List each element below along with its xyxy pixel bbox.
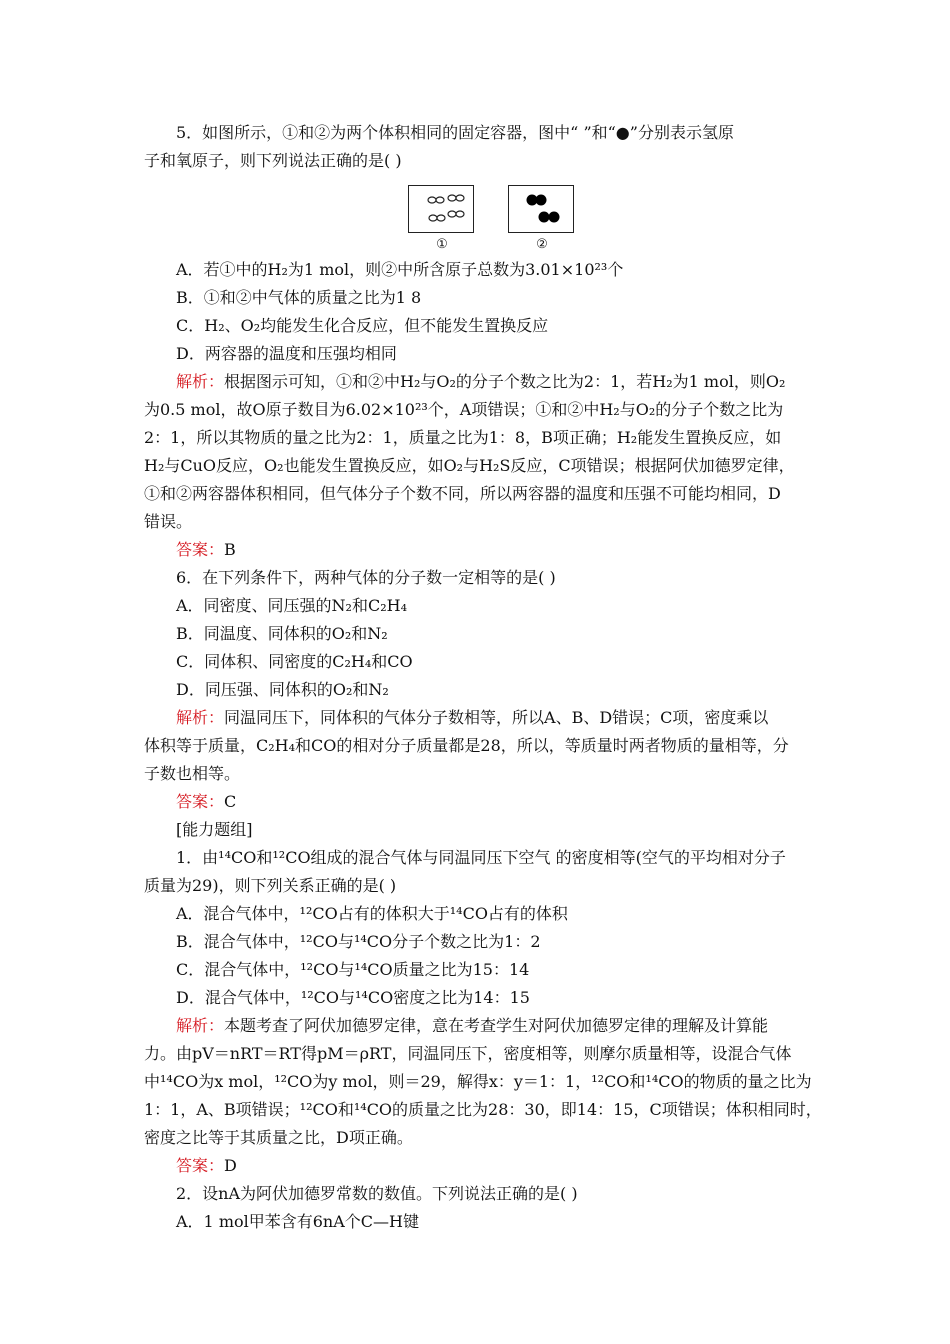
p1-option-a: A．混合气体中，¹²CO占有的体积大于¹⁴CO占有的体积	[176, 904, 568, 923]
p2-option-a: A．1 mol甲苯含有6nA个C—H键	[176, 1212, 419, 1231]
q6-option-c: C．同体积、同密度的C₂H₄和CO	[176, 652, 413, 671]
answer-tag: 答案：	[176, 1156, 225, 1175]
q5-option-a: A．若①中的H₂为1 mol，则②中所含原子总数为3.01×10²³个	[176, 260, 624, 279]
p1-analysis-line5: 密度之比等于其质量之比，D项正确。	[144, 1128, 413, 1147]
p1-analysis-line1: 解析：本题考查了阿伏加德罗定律，意在考查学生对阿伏加德罗定律的理解及计算能	[176, 1016, 769, 1035]
oxygen-molecules-icon	[509, 186, 573, 232]
hydrogen-molecules-icon	[409, 186, 473, 232]
p1-analysis-line2: 力。由pV＝nRT＝RT得pM＝ρRT，同温同压下，密度相等，则摩尔质量相等，设混合气体	[144, 1044, 792, 1063]
p1-option-b: B．混合气体中，¹²CO与¹⁴CO分子个数之比为1：2	[176, 932, 541, 951]
p1-analysis-line4: 1：1，A、B项错误；¹²CO和¹⁴CO的质量之比为28：30，即14：15，C项错误；体积相同时，	[144, 1100, 822, 1119]
q6-option-d: D．同压强、同体积的O₂和N₂	[176, 680, 389, 699]
q5-analysis-line3: 2：1，所以其物质的量之比为2：1，质量之比为1：8，B项正确；H₂能发生置换反应，如	[144, 428, 782, 447]
q5-option-d: D．两容器的温度和压强均相同	[176, 344, 397, 363]
container-1-hydrogen	[408, 185, 474, 233]
analysis-tag: 解析：	[176, 708, 225, 727]
answer-tag: 答案：	[176, 792, 225, 811]
q6-answer: 答案：C	[176, 792, 237, 811]
answer-tag: 答案：	[176, 540, 225, 559]
q5-analysis-line5: ①和②两容器体积相同，但气体分子个数不同，所以两容器的温度和压强不可能均相同，D	[144, 484, 781, 503]
q5-container-figure	[408, 183, 558, 255]
q6-analysis-line1: 解析：同温同压下，同体积的气体分子数相等，所以A、B、D错误；C项，密度乘以	[176, 708, 769, 727]
q5-analysis-line6: 错误。	[144, 512, 193, 531]
figure-label-2: ②	[536, 237, 548, 252]
q5-option-c: C．H₂、O₂均能发生化合反应，但不能发生置换反应	[176, 316, 549, 335]
analysis-tag: 解析：	[176, 372, 225, 391]
p1-analysis-line3: 中¹⁴CO为x mol，¹²CO为y mol，则＝29，解得x：y＝1：1，¹²CO和¹⁴CO的物质的量之比为	[144, 1072, 812, 1091]
q5-answer: 答案：B	[176, 540, 236, 559]
p2-stem: 2．设nA为阿伏加德罗常数的数值。下列说法正确的是( )	[176, 1184, 578, 1203]
q5-stem-line1: 5．如图所示，①和②为两个体积相同的固定容器，图中“ ”和“●”分别表示氢原	[176, 123, 734, 142]
analysis-tag: 解析：	[176, 1016, 225, 1035]
container-2-oxygen	[508, 185, 574, 233]
q6-option-a: A．同密度、同压强的N₂和C₂H₄	[176, 596, 407, 615]
section-heading: [能力题组]	[176, 820, 253, 839]
figure-label-1: ①	[436, 237, 448, 252]
p1-answer: 答案：D	[176, 1156, 237, 1175]
q6-analysis-line3: 子数也相等。	[144, 764, 241, 783]
q6-analysis-line2: 体积等于质量，C₂H₄和CO的相对分子质量都是28，所以，等质量时两者物质的量相等，分	[144, 736, 789, 755]
p1-option-c: C．混合气体中，¹²CO与¹⁴CO质量之比为15：14	[176, 960, 530, 979]
q6-stem: 6．在下列条件下，两种气体的分子数一定相等的是( )	[176, 568, 556, 587]
q5-analysis-line2: 为0.5 mol，故O原子数目为6.02×10²³个，A项错误；①和②中H₂与O₂的分子个数之比为	[144, 400, 784, 419]
q5-stem-line2: 子和氧原子，则下列说法正确的是( )	[144, 151, 402, 170]
p1-option-d: D．混合气体中，¹²CO与¹⁴CO密度之比为14：15	[176, 988, 530, 1007]
q6-option-b: B．同温度、同体积的O₂和N₂	[176, 624, 388, 643]
q5-option-b: B．①和②中气体的质量之比为1 8	[176, 288, 422, 307]
q5-analysis-line1: 解析：根据图示可知，①和②中H₂与O₂的分子个数之比为2：1，若H₂为1 mol，则O₂	[176, 372, 786, 391]
p1-stem-line2: 质量为29)，则下列关系正确的是( )	[144, 876, 397, 895]
q5-analysis-line4: H₂与CuO反应，O₂也能发生置换反应，如O₂与H₂S反应，C项错误；根据阿伏加德罗定律，	[144, 456, 795, 475]
p1-stem-line1: 1．由¹⁴CO和¹²CO组成的混合气体与同温同压下空气 的密度相等(空气的平均相对分子	[176, 848, 786, 867]
